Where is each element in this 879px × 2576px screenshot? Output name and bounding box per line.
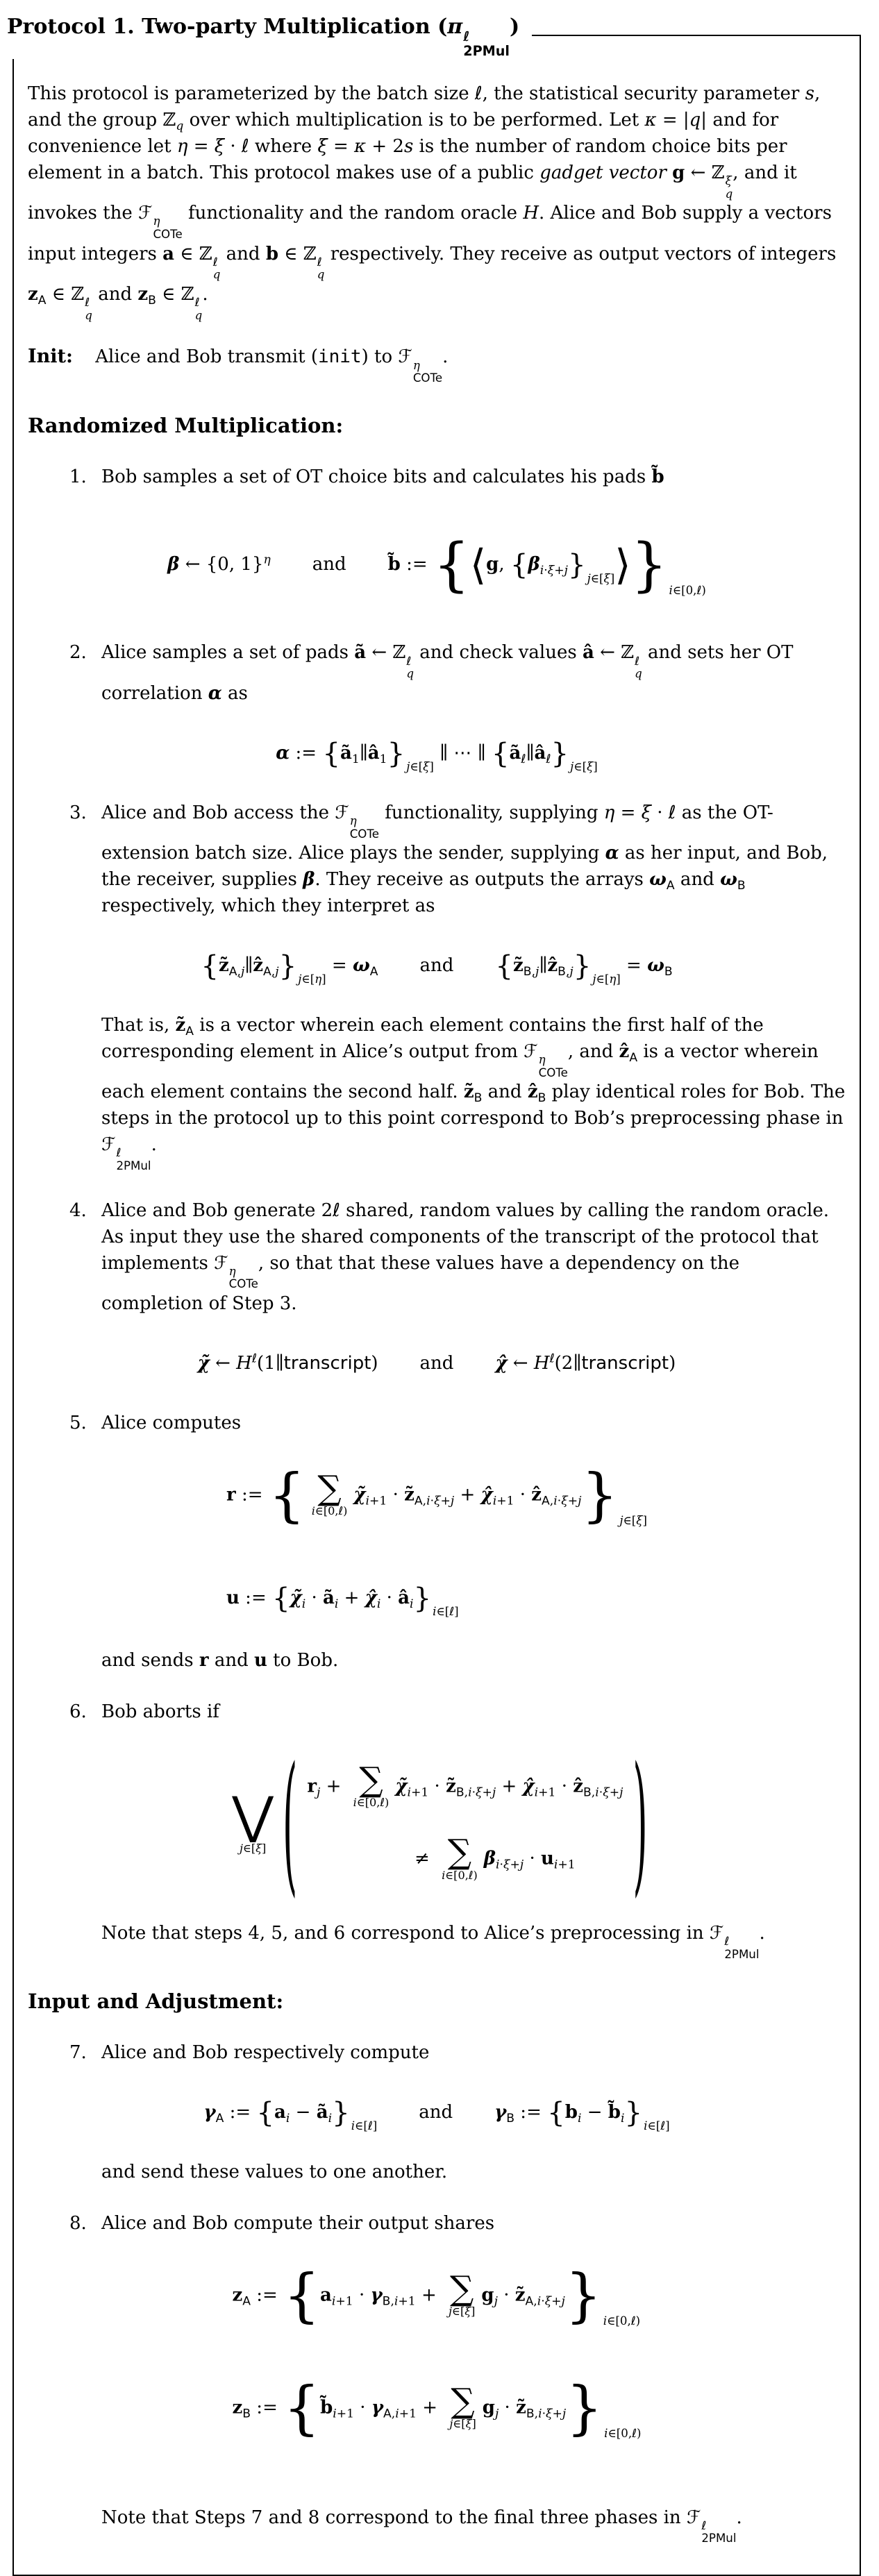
step-2-number: 2. [69, 642, 87, 664]
equation-omega-interpretation [28, 950, 846, 986]
step-6-note: Note that steps 4, 5, and 6 correspond to Alice’s preprocessing in ℱ ℓ 2PMul . [101, 1922, 765, 1961]
equation-random-oracle-values [28, 1351, 846, 1377]
big-vee-operator: ⋁ j∈[ξ] [232, 1786, 274, 1855]
step-1-number: 1. [69, 466, 87, 487]
equation-alice-computes [226, 1461, 647, 1619]
section-heading-randomized-multiplication: Randomized Multiplication: [28, 413, 344, 437]
step-4 [69, 1198, 846, 1318]
equation-gamma-alice: $\gamma_A$ := {$a_i$ − $ã_i$} $_{i\in[\ell]}$ [203, 2096, 378, 2133]
equation-b-tilde: b̃ := {⟨g, $\{\beta_{i\cdot\xi+j}\}$ $_{j\in[\xi]}$⟩} $_{i\in[0,\ell)}$ [387, 531, 706, 599]
step-5-note: and sends r and u to Bob. [101, 1649, 339, 1671]
equation-beta-sample: β ← {0, 1}$^\eta$ [167, 553, 271, 575]
step-8 [69, 2211, 846, 2237]
init-line [28, 343, 846, 385]
connector-and: and [419, 1352, 454, 1374]
intro-paragraph: This protocol is parameterized by the batch size ℓ, the statistical security parameter s, and the group ℤ$_q$ over which multiplication is to be performed. Let κ = |q| and for convenience let η = ξ · ℓ where ξ = κ + 2s is the number of random choice bits per element in a batch. This protocol makes use of a public gadget vector g ← ℤ ξ q , and it invokes the ℱ η COTe functionality and the random oracle H. Alice and Bob supply a vectors input integers a ∈ ℤ ℓ q and b ∈ ℤ ℓ q respectively. They receive as output vectors of integers $z_A$ ∈ ℤ ℓ q and $z_B$ ∈ ℤ ℓ q . [28, 83, 837, 322]
equation-r: r := { ∑ i∈[0,ℓ) $\chĩ_{i+1}$ · $z̃_{A,i\cdot\xi+j}$ + $\chî_{i+1}$ · $ẑ_{A,i\cdot\xi+j}$} $_{j\in[\xi]}$ [226, 1461, 647, 1529]
connector-and: and [312, 554, 346, 575]
protocol-symbol: (π ℓ 2PMul ) [437, 15, 520, 60]
equation-alpha: α := $\{ã_1\parallel â_1\}$ $_{j\in[\xi]}$ ∥ ⋯ ∥ $\{ã_\ell\parallel â_\ell\}$ $_{j\in[\xi]}$ [276, 736, 598, 774]
equation-gamma-bob: $\gamma_B$ := {$b_i$ − $b̃_i$} $_{i\in[\ell]}$ [494, 2096, 670, 2133]
step-7-text: Alice and Bob respectively compute [101, 2042, 430, 2063]
equation-omega-alice: $\{z̃_{A,j}\parallel ẑ_{A,j}\} _{j\in[\eta]} = \omega_A$ [201, 950, 378, 986]
step-5-number: 5. [69, 1412, 87, 1433]
step-4-text: Alice and Bob generate 2ℓ shared, random values by calling the random oracle. As input they use the shared components of the transcript of the protocol that implements ℱ η COTe , so that that these values have a dependency on the completion of Step 3. [101, 1199, 829, 1314]
protocol-frame [12, 35, 861, 2576]
step-4-number: 4. [69, 1199, 87, 1221]
step-7-note: and send these values to one another. [101, 2161, 448, 2182]
equation-alpha-correlation [28, 736, 846, 774]
section-heading-input-and-adjustment: Input and Adjustment: [28, 1989, 284, 2014]
equation-chi-hat: χ̂ ← $H^\ell(2\parallel transcript)$ [495, 1352, 676, 1374]
equation-choice-bits-and-pads [28, 523, 846, 607]
title-rule-line [532, 35, 861, 36]
equation-z-alice: $z_A$ := {$a_{i+1} \cdot \gamma_{B,i+1}$ + ∑ j∈[ξ] $g_j$ · $z̃_{A,i\cdot\xi+j}$} $_{i\in[0,\ell)}$ [232, 2262, 641, 2330]
step-2 [69, 640, 846, 707]
equation-z-bob: $z_B$ := {$b̃_{i+1} \cdot \gamma_{A,i+1}$ + ∑ j∈[ξ] $g_j$ · $z̃_{B,i\cdot\xi+j}$} $_{i\in[0,\ell)}$ [232, 2374, 642, 2442]
step-3-number: 3. [69, 802, 87, 823]
equation-output-shares [232, 2262, 642, 2469]
init-text: Alice and Bob transmit (init) to ℱ η COTe . [95, 346, 449, 385]
connector-and: and [419, 955, 454, 976]
protocol-number: Protocol 1. [7, 15, 135, 40]
step-3 [69, 800, 846, 920]
right-parenthesis: ) [633, 1733, 648, 1912]
step-8-note: Note that Steps 7 and 8 correspond to the final three phases in ℱ ℓ 2PMul . [101, 2507, 742, 2545]
step-8-number: 8. [69, 2212, 87, 2234]
abort-condition-body [300, 1760, 630, 1882]
equation-abort-condition [28, 1733, 846, 1912]
step-6-text: Bob aborts if [101, 1701, 219, 1722]
init-label: Init: [28, 346, 73, 368]
step-3-note: That is, $z̃_A$ is a vector wherein each element contains the first half of the corresponding element in Alice’s output from ℱ η COTe , and $ẑ_A$ is a vector wherein each element contains the second half. $z̃_B$ and $ẑ_B$ play identical roles for Bob. The steps in the protocol up to this point correspond to Bob’s preprocessing phase in ℱ ℓ 2PMul . [101, 1014, 846, 1172]
step-2-text: Alice samples a set of pads ã ← ℤ ℓ q and check values â ← ℤ ℓ q and sets her OT correlation α as [101, 642, 794, 704]
step-6-number: 6. [69, 1701, 87, 1722]
step-3-text: Alice and Bob access the ℱ η COTe functionality, supplying η = ξ · ℓ as the OT-extension batch size. Alice plays the sender, supplying α as her input, and Bob, the receiver, supplies β. They receive as outputs the arrays $\omega_A$ and $\omega_B$ respectively, which they interpret as [101, 802, 828, 917]
abort-condition-rhs: ≠ ∑ i∈[0,ℓ) $\beta_{i\cdot\xi+j} \cdot u_{i+1}$ [415, 1833, 576, 1882]
step-7 [69, 2040, 846, 2066]
step-7-number: 7. [69, 2042, 87, 2063]
abort-condition-lhs: $r_j$ + ∑ i∈[0,ℓ) $\chĩ_{i+1}$ · $z̃_{B,i\cdot\xi+j}$ + $\chî_{i+1}$ · $ẑ_{B,i\cdot\xi+j}$ [307, 1760, 623, 1810]
protocol-name: Two-party Multiplication [142, 15, 430, 40]
protocol-title [6, 12, 532, 59]
step-5-text: Alice computes [101, 1412, 242, 1433]
equation-chi-tilde: χ̃ ← $H^\ell(1\parallel transcript)$ [197, 1352, 378, 1374]
connector-and: and [419, 2101, 453, 2123]
step-1-text: Bob samples a set of OT choice bits and calculates his pads b̃ [101, 466, 664, 487]
equation-omega-bob: $\{z̃_{B,j}\parallel ẑ_{B,j}\} _{j\in[\eta]} = \omega_B$ [495, 950, 673, 986]
step-5 [69, 1411, 846, 1437]
equation-gamma-values [28, 2096, 846, 2133]
equation-u: u := {$\chĩ_i$ · $ã_i$ + $\chî_i$ · $â_i$} $_{i\in[\ell]}$ [226, 1581, 459, 1619]
step-1 [69, 464, 846, 491]
step-8-text: Alice and Bob compute their output shares [101, 2212, 495, 2234]
protocol-title-bar [0, 6, 879, 65]
left-parenthesis: ( [283, 1733, 298, 1912]
step-6 [69, 1699, 846, 1726]
